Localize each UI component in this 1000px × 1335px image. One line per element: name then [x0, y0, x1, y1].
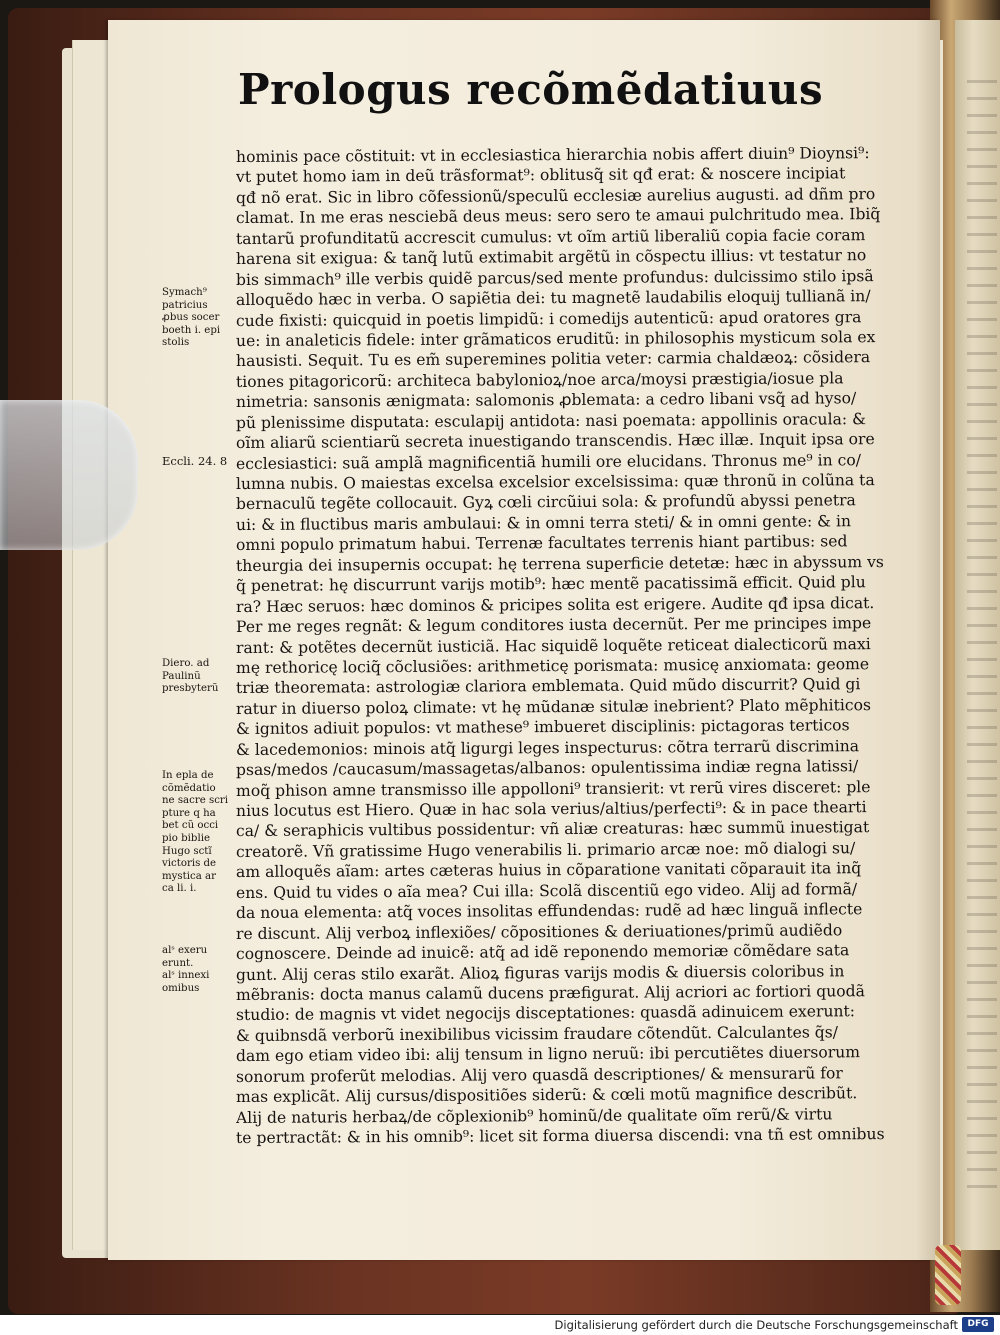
text-line: q̃ penetrat: hę discurrunt varijs motib⁹: hæc mentẽ pacatissimã efficit. Quid plu [235, 573, 866, 596]
text-line: oĩm aliarũ scientiarũ secreta inuestigando transcendis. Hæc illæ. Inquit ipsa ore [235, 430, 875, 453]
text-line: omni populo primatum habui. Terrenæ facultates terrenis hiant partibus: sed [235, 532, 848, 555]
margin-note-line: patricius [162, 299, 208, 311]
text-line: theurgia dei insupernis occupat: hę terrena superficie detetæ: hæc in abyssum vs [235, 552, 884, 575]
page-title: Prologus recõmẽdatiuus [238, 65, 824, 114]
text-line: ecclesiastici: suã amplã magnificentiã humili ore elucidans. Thronus me⁹ in co/ [235, 450, 861, 473]
margin-note-line: pture q ha [162, 807, 216, 819]
text-line: hominis pace cõstituit: vt in ecclesiastica hierarchia nobis affert diuin⁹ Dioynsi⁹: [235, 144, 870, 166]
text-line: ui: & in fluctibus maris ambulaui: & in omni terra steti/ & in omni gente: & in [235, 512, 852, 534]
text-line: & ignitos adiuit populos: vt mathese⁹ imbueret disciplinis: pictagoras terticos [235, 716, 850, 739]
text-line: mas explicãt. Alij cursus/dispositiões siderũ: & cœli motũ magnifice describũt. [235, 1084, 858, 1107]
text-line: & quibnsdã verborũ inexibilibus vicissim fraudare cõtendũt. Calculantes q̃s/ [235, 1023, 839, 1045]
text-line: mẽbranis: docta manus calamũ ducens præfigurat. Alij acriori ac fortiori quodã [235, 982, 865, 1004]
text-line: creatorẽ. Vñ gratissime Hugo venerabilis li. primario arcæ noe: mõ dialogi su/ [235, 839, 856, 861]
margin-note-hugo [162, 770, 244, 896]
text-line: ens. Quid tu vides o aĩa mea? Cui illa: Scolã discentiũ ego video. Alij ad formã/ [235, 879, 858, 902]
text-line: pũ plenissime disputata: esculapij antidota: nasi poemata: appollinis oracula: & [235, 409, 866, 432]
margin-note-line: Diero. ad [162, 658, 210, 669]
text-line: harena sit exigua: & tanq̃ lutũ extimabit argẽtũ in cõspectu illius: vt testatur no [235, 246, 867, 269]
margin-note-line: victoris de [162, 858, 217, 870]
margin-note-line: Hugo sctĩ [162, 845, 212, 857]
body-text [235, 144, 908, 1148]
text-line: ra? Hæc seruos: hæc dominos & pricipes solita est erigere. Audite qđ ipsa dicat. [235, 593, 875, 616]
text-line: tantarũ profunditatũ accrescit cumulus: vt oĩm artiũ liberaliũ copia facie coram [235, 225, 866, 248]
text-line: studio: de magnis vt videt negocijs disceptationes: quasdã adinuicem exerunt: [235, 1002, 856, 1025]
text-line: cude fixisti: quicquid in poetis limpidũ: i comedijs autenticũ: apud oratores gra [235, 307, 862, 330]
margin-note-line: Eccli. 24. 8 [162, 455, 228, 468]
text-line: dam ego etiam video ibi: alij tensum in ligno neruũ: ibi percutiẽtes diuersorum [235, 1043, 861, 1066]
margin-note-line: pio biblie [162, 832, 210, 844]
text-line: triæ theoremata: astrologiæ clariora emblemata. Quid mũdo discurrit? Quid gi [235, 675, 861, 698]
margin-note-alias [162, 945, 244, 995]
margin-note-hiero [162, 658, 244, 696]
dfg-logo: DFG [962, 1317, 994, 1332]
margin-note-line: mystica ar [162, 870, 216, 882]
facing-page-edge [955, 20, 1000, 1250]
text-line: psas/medos /caucasum/massagetas/albanos: opulentissima indiæ regna latissi/ [235, 757, 859, 780]
text-line: rant: & potẽtes decernũt iusticiã. Hac siquidẽ loquẽte reticeat dialecticorũ maxi [235, 634, 871, 657]
text-line: mę rethoricę lociq̃ cõclusiões: arithmeticę porismata: musicę anxiomata: geome [235, 655, 870, 677]
margin-note-line: presbyterũ [162, 683, 219, 695]
margin-note-line: ca li. i. [162, 883, 197, 895]
text-line: moq̃ phison amne transmisso ille appolloni⁹ transierit: vt rerũ vires disceret: ple [235, 777, 871, 800]
text-line: ca/ & seraphicis vultibus possidentur: vñ aliæ creaturas: hæc summũ inuestigat [235, 818, 870, 841]
text-line: gunt. Alij ceras stilo exarãt. Alioꝝ figuras varijs modis & diuersis coloribus in [235, 961, 845, 984]
text-line: ratur in diuerso poloꝝ climate: vt hę mũdanæ situlæ inebrient? Plato mẽphiticos [235, 695, 872, 718]
text-line: re discunt. Alij verboꝝ inflexiões/ cõpositiones & deriuationes/primũ audiẽdo [235, 920, 843, 943]
text-line: da noua elementa: atq̃ voces insolitas effundendas: rudẽ ad hæc linguã inflecte [235, 900, 863, 923]
text-line: alloquẽdo hæc in verba. O sapiẽtia dei: tu magnetẽ laudabilis eloquij tullianã in/ [235, 287, 871, 310]
margin-note-line: alˢ innexi [162, 970, 210, 982]
margin-note-line: erunt. [162, 957, 194, 969]
margin-note-line: ꝓbus socer [162, 312, 220, 324]
text-line: clamat. In me eras nesciebã deus meus: sero sero te amaui pulchritudo mea. Ibiq̃ [235, 205, 881, 228]
margin-note-line: bet cũ occi [162, 820, 219, 832]
text-line: sonorum proferũt melodias. Alij vero quasdã descriptiones/ & mensurarũ for [235, 1063, 843, 1086]
margin-note-eccli [162, 455, 244, 468]
text-line: nius locutus est Hiero. Quæ in hac sola verius/altius/perfecti⁹: & in pace thearti [235, 798, 867, 820]
text-line: hausisti. Sequit. Tu es em̃ superemines politia veter: carmia chaldæoꝝ: cõsidera [235, 348, 871, 371]
text-line: nimetria: sansonis ænigmata: salomonis ꝓblemata: a cedro libani vsq̃ ad hyso/ [235, 389, 857, 412]
margin-note-line: stolis [162, 337, 190, 349]
margin-note-line: Symach⁹ [162, 287, 207, 298]
margin-note-line: omibus [162, 982, 200, 994]
margin-note-line: alˢ exeru [162, 945, 208, 956]
margin-note-symmachus [162, 287, 244, 350]
text-line: bis simmach⁹ ille verbis quidẽ parcus/sed mente profundus: dulcissimo stilo ipsã [235, 266, 874, 289]
text-line: vt putet homo iam in deũ trãsformat⁹: oblitusq̃ sit qđ erat: & noscere incipiat [235, 164, 846, 187]
text-line: am alloquẽs aĩam: artes cæteras huius in cõparatione vanitati cõparauit ita inq̃ [235, 859, 862, 882]
transparent-clamp [0, 400, 138, 550]
bookmark-tassel [935, 1245, 961, 1305]
margin-note-line: In epla de [162, 770, 214, 781]
text-line: te pertractãt: & in his omnib⁹: licet sit forma diuersa discendi: vna tñ est omnibus [235, 1125, 885, 1147]
facing-page-text-ghost [967, 80, 997, 1200]
footer-credit: Digitalisierung gefördert durch die Deutsche Forschungsgemeinschaft [554, 1318, 958, 1332]
page-gutter-shadow [916, 20, 940, 1260]
text-line: ue: in analeticis fidele: inter grãmaticos eruditũ: in philosophis mysticum sola ex [235, 328, 876, 350]
text-line: cognoscere. Deinde ad inuicẽ: atq̃ ad idẽ reponendo memoriæ cõmẽdare sata [235, 941, 850, 964]
margin-note-line: Paulinũ [162, 670, 201, 682]
text-line: lumna nubis. O maiestas excelsa excelsior excelsissima: quæ thronũ in colũna ta [235, 471, 875, 493]
margin-note-line: ne sacre scri [162, 795, 229, 807]
text-line: Per me reges regnãt: & legum conditores iusta decernũt. Per me principes impe [235, 614, 872, 637]
text-line: & lacedemonios: minois atq̃ ligurgi leges inspecturus: cõtra terrarũ discrimina [235, 736, 860, 759]
margin-note-line: cõmẽdatio [162, 782, 216, 794]
text-line: bernaculũ tegẽte collocauit. Gyꝝ cœli circũiui sola: & profundũ abyssi penetra [235, 491, 856, 514]
text-line: tiones pitagoricorũ: architeca babylonioꝝ/noe arca/moysi præstigia/iosue pla [235, 369, 844, 391]
text-line: qđ nõ erat. Sic in libro cõfessionũ/speculũ ecclesiæ aurelius augusti. ad dñm pro [235, 184, 876, 207]
margin-note-line: boeth i. epi [162, 324, 221, 336]
text-line: Alij de naturis herbaꝝ/de cõplexionib⁹ hominũ/de qualitate oĩm rerũ/& virtu [235, 1104, 833, 1127]
